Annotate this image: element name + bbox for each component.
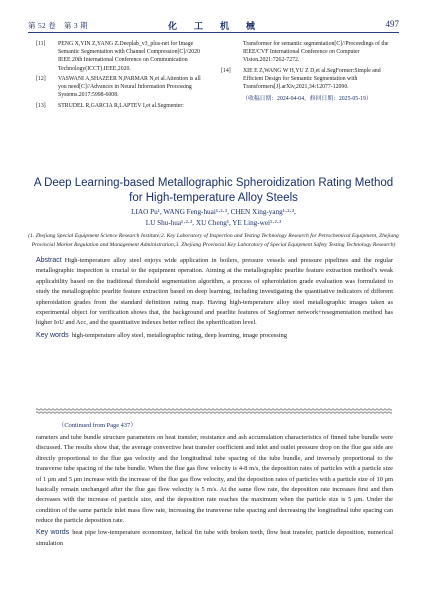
- journal-name: 化 工 机 械: [167, 21, 259, 31]
- reference-item: [12] VASWANI A,SHAZEER N,PARMAR N,et al.Attention is all you need[C]//Advances in Neural Information Processing Systems.2017:5998-6008.: [36, 75, 201, 99]
- page-number: 497: [385, 19, 399, 29]
- wavy-divider: [36, 407, 392, 415]
- header-rule: [28, 32, 399, 33]
- running-header: [28, 16, 399, 32]
- abstract: [36, 255, 393, 341]
- paper-title: A Deep Learning-based Metallographic Spheroidization Rating Method for High-temperature Alloy Steels: [33, 177, 394, 204]
- keywords-text: high-temperature alloy steel, metallographic rating, deep learning, image processing: [71, 331, 287, 339]
- reference-item: [13] STRUDEL R,GARCIA R,LAPTEV I,et al.Segmenter:: [36, 102, 184, 109]
- reference-column-left: [36, 40, 208, 112]
- reference-item: [11] PENG X,YIN Z,YANG Z.Deeplab_v3_plus-net for Image Semantic Segmentation with Channel Compression[C]//2020 IEEE 20th International Conference on Communication Technology(ICCT).IEEE,2020.: [36, 41, 201, 72]
- keywords-label: Key words: [36, 331, 69, 339]
- keywords-text-2: heat pipe low-temperature economizer, helical fin tube with broken teeth, flow heat transfer, particle deposition, numerical simulation: [36, 529, 393, 547]
- reference-column-right: [221, 40, 393, 104]
- continued-note: （Continued from Page 437）: [58, 422, 137, 429]
- keywords: [36, 330, 393, 341]
- reference-item: [14] XIE E Z,WANG W H,YU Z D,et al.SegFormer:Simple and Efficient Design for Semantic Segmentation with Transformers[J].arXiv,2021,34:12077-12090.: [221, 67, 381, 91]
- authors-line: LU Shu-hua¹·²·³, XU Cheng¹, YE Ling-wei¹·²·³: [145, 219, 282, 228]
- abstract-text: High-temperature alloy steel enjoys wide application in boilers, pressure vessels and pressure pipelines and the regular metallographic inspection is crucial to the equipment operation. Aiming at the metallographic pearlite feature extraction method’s weak applicability based on the traditional threshold segmentation algorithm, a process of spheroidation grade evaluation was formulated to study the metallographic pearlite feature extraction based on deep learning, including investigating the quantitative indicators of different spheroidation grades from the standard definition rating map. Having high-temperature alloy steel metallographic images taken as experimental object for verification shows that, the background and pearlite features of Segformer network+resegmentation method has higher IoU and Acc, and the quantitative indexes better reflect the spherification level.: [36, 257, 393, 327]
- author-list: [30, 207, 397, 229]
- reference-item: Transformer for semantic segmentation[C]//Proceedings of the IEEE/CVF International Conference on Computer Vision.2021:7262-7272.: [243, 41, 389, 64]
- received-date: （收稿日期：2024-04-04，修回日期：2025-05-19）: [242, 96, 372, 103]
- abstract-label: Abstract: [36, 257, 62, 264]
- continued-abstract-text: rameters and tube bundle structure parameters on heat transfer, resistance and ash accumulation characteristics of finned tube bundle were discussed. The results show that, the average convective heat transfer coefficient and inlet and outlet pressure drop on the flue gas side are directly proportional to the flue gas velocity and the longitudinal tube spacing of the tube bundle, and inversely proportional to the transverse tube spacing of the tube bundle. When the flue gas flow velocity is 4-8 m/s, the deposition rates of particles with a particle size of 1 μm and 5 μm increase with the increase of the flue gas flow velocity, and the deposition rates of particles with a particle size of 10 μm basically remain unchanged after the flue gas flow velocity is 5 m/s. At the same flow rate, the deposition rate increases first and then decreases with the increase of particle size, and the deposition rate reaches the maximum when the particle size is 5 μm. Under the condition of the same particle inlet mass flow rate, increasing the transverse tube spacing and decreasing the longitudinal tube spacing can reduce the particle deposition rate.: [36, 434, 393, 524]
- affiliations: (1. Zhejiang Special Equipment Science Research Institute;2. Key Laboratory of Inspection and Testing Technology Research for Petrochemical Equipment, Zhejiang Provincial Market Regulation and Management Administration;3. Zhejiang Provincial Key Laboratory of Special Equipment Safety Testing Technology Research): [28, 233, 399, 248]
- continued-abstract: [36, 433, 393, 549]
- keywords-2: [36, 527, 393, 549]
- keywords-label-2: Key words: [36, 529, 70, 537]
- volume-issue: 第 52 卷 第 3 期: [28, 21, 88, 30]
- authors-line: LIAO Pu¹, WANG Feng-huai¹·²·³, CHEN Xing-yang¹·²·³,: [131, 208, 296, 216]
